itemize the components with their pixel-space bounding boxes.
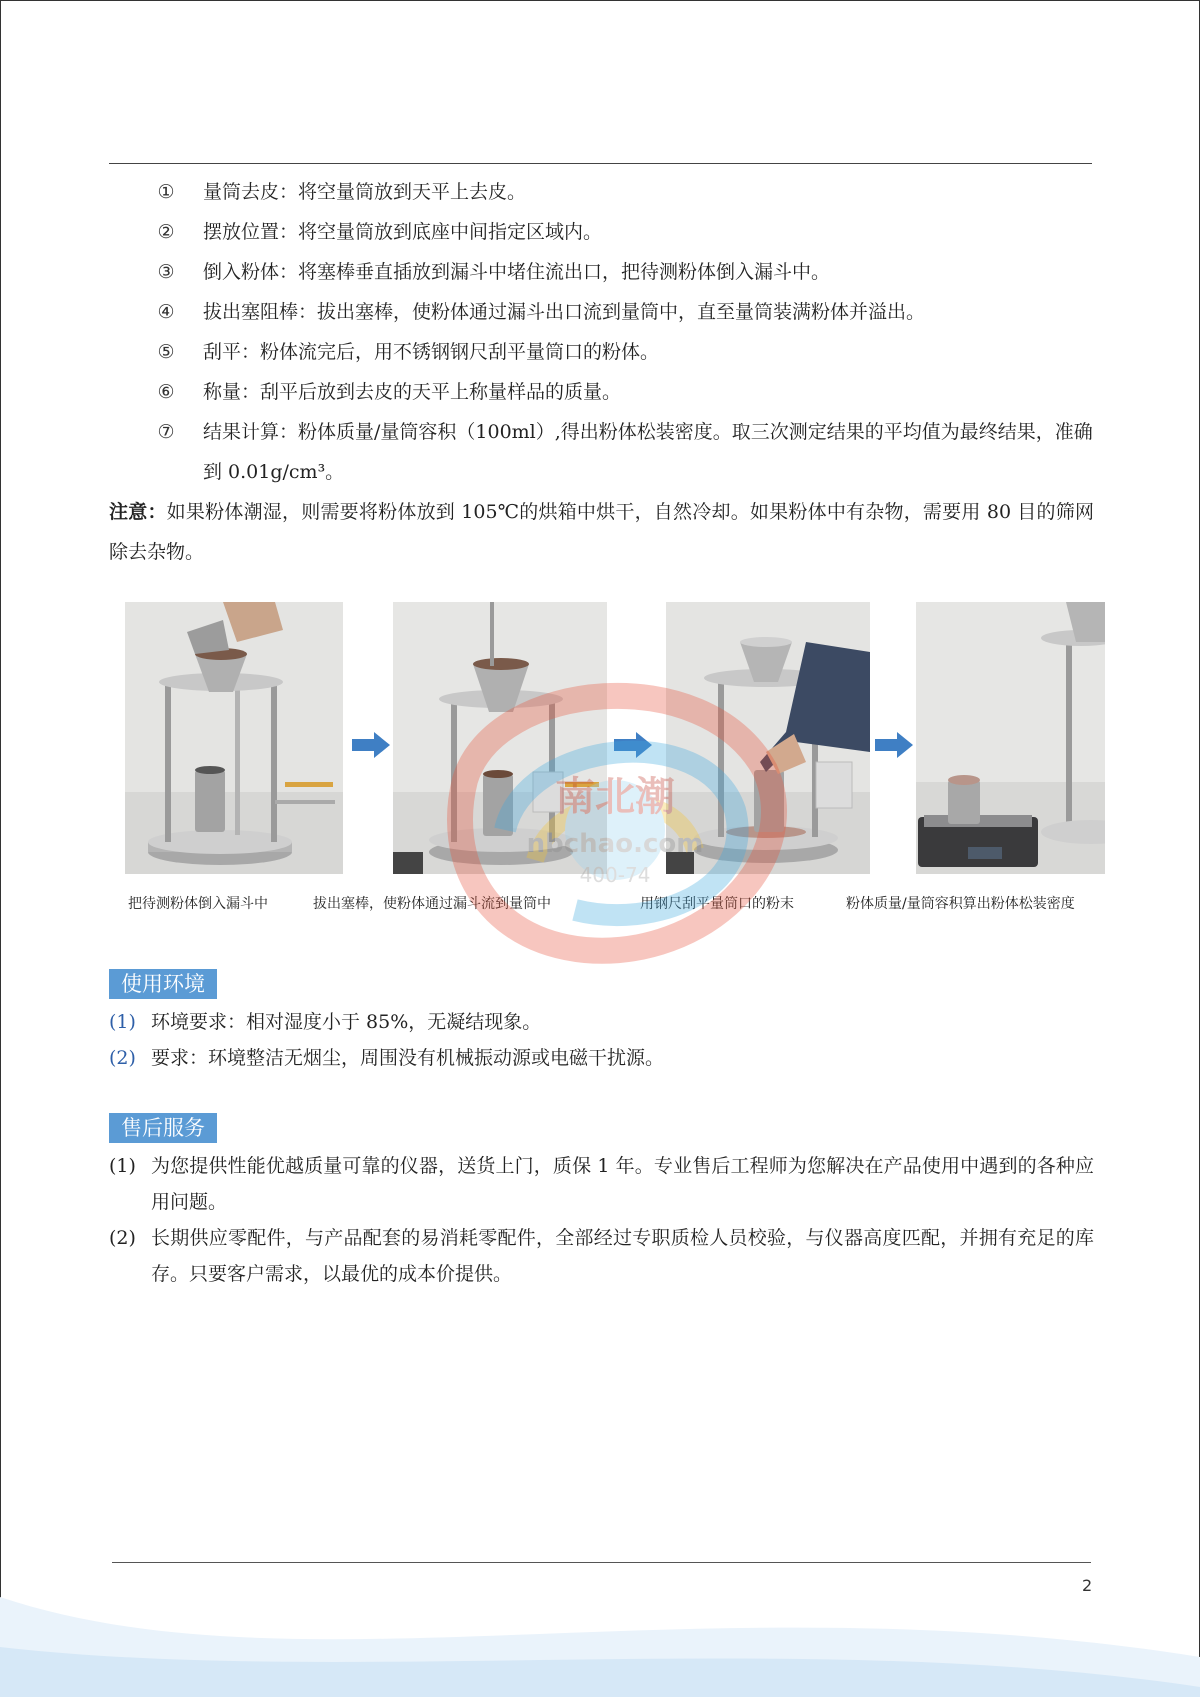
list-number: (2)	[109, 1227, 136, 1249]
step-number: ⑦	[157, 421, 175, 443]
watermark-phone: 400-74	[579, 863, 651, 887]
step-text: 倒入粉体：将塞棒垂直插放到漏斗中堵住流出口，把待测粉体倒入漏斗中。	[203, 261, 831, 283]
photo-caption: 拔出塞棒，使粉体通过漏斗流到量筒中	[313, 896, 551, 912]
step-item	[145, 172, 1095, 212]
service-list	[109, 1148, 1094, 1292]
step-item	[145, 212, 1095, 252]
list-item	[109, 1220, 1094, 1292]
arrow-right-icon	[614, 732, 652, 758]
watermark-site: nbchao.com	[526, 829, 704, 859]
step-text: 称量：刮平后放到去皮的天平上称量样品的质量。	[203, 381, 622, 403]
step-text: 摆放位置：将空量筒放到底座中间指定区域内。	[203, 221, 603, 243]
step-text: 结果计算：粉体质量/量筒容积（100ml）,得出粉体松装密度。取三次测定结果的平均值为最终结果，准确到 0.01g/cm³。	[203, 421, 1093, 483]
list-number: (1)	[109, 1011, 136, 1033]
photo-caption: 用钢尺刮平量筒口的粉末	[640, 896, 794, 912]
procedure-steps	[145, 172, 1095, 492]
step-item	[145, 412, 1095, 492]
header-rule	[109, 163, 1092, 164]
step-item	[145, 252, 1095, 292]
photo-scrape-level	[666, 602, 870, 874]
watermark-brand: 南北潮	[555, 774, 675, 820]
list-number: (1)	[109, 1155, 136, 1177]
step-number: ①	[157, 181, 175, 203]
step-number: ④	[157, 301, 175, 323]
list-item	[109, 1148, 1094, 1220]
photo-pull-stopper	[393, 602, 607, 874]
list-text: 环境要求：相对湿度小于 85%，无凝结现象。	[151, 1011, 542, 1033]
step-item	[145, 332, 1095, 372]
list-text: 长期供应零配件，与产品配套的易消耗零配件，全部经过专职质检人员校验，与仪器高度匹配，并拥有充足的库存。只要客户需求，以最优的成本价提供。	[151, 1227, 1094, 1285]
step-item	[145, 372, 1095, 412]
environment-list	[109, 1004, 1094, 1076]
photo-pour-powder	[125, 602, 343, 874]
page-number: 2	[1082, 1576, 1093, 1595]
step-number: ③	[157, 261, 175, 283]
footer-rule	[112, 1562, 1091, 1563]
service-section-title: 售后服务	[109, 1113, 217, 1143]
arrow-right-icon	[352, 732, 390, 758]
list-number: (2)	[109, 1047, 136, 1069]
step-number: ⑥	[157, 381, 175, 403]
step-number: ②	[157, 221, 175, 243]
step-number: ⑤	[157, 341, 175, 363]
step-text: 量筒去皮：将空量筒放到天平上去皮。	[203, 181, 527, 203]
photo-weigh-sample	[916, 602, 1105, 874]
list-item	[109, 1004, 1094, 1040]
photo-caption: 把待测粉体倒入漏斗中	[128, 896, 268, 912]
environment-section-title: 使用环境	[109, 969, 217, 999]
note-text: 如果粉体潮湿，则需要将粉体放到 105℃的烘箱中烘干，自然冷却。如果粉体中有杂物，需要用 80 目的筛网除去杂物。	[109, 501, 1094, 563]
note-label: 注意：	[109, 501, 167, 523]
step-text: 刮平：粉体流完后，用不锈钢钢尺刮平量筒口的粉体。	[203, 341, 660, 363]
photo-caption: 粉体质量/量筒容积算出粉体松装密度	[846, 896, 1075, 912]
list-item	[109, 1040, 1094, 1076]
list-text: 为您提供性能优越质量可靠的仪器，送货上门，质保 1 年。专业售后工程师为您解决在产品使用中遇到的各种应用问题。	[151, 1155, 1094, 1213]
list-text: 要求：环境整洁无烟尘，周围没有机械振动源或电磁干扰源。	[151, 1047, 665, 1069]
footer-wave-decoration	[0, 1537, 1200, 1697]
step-text: 拔出塞阻棒：拔出塞棒，使粉体通过漏斗出口流到量筒中，直至量筒装满粉体并溢出。	[203, 301, 926, 323]
note-paragraph	[109, 492, 1094, 572]
arrow-right-icon	[875, 732, 913, 758]
step-item	[145, 292, 1095, 332]
